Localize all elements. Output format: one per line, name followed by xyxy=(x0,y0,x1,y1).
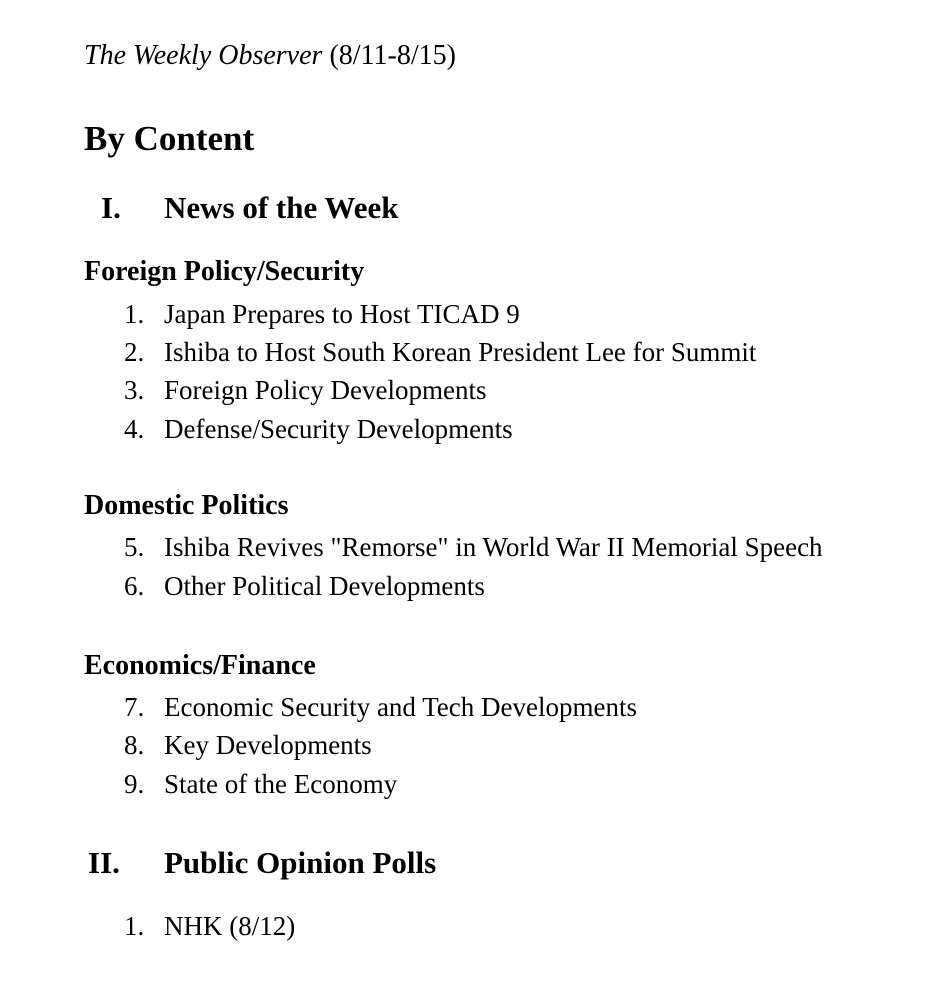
list-item-text: NHK (8/12) xyxy=(164,911,296,941)
section-heading-foreign-policy-security: Foreign Policy/Security xyxy=(84,256,365,287)
part-title: News of the Week xyxy=(164,190,399,225)
list-item-text: State of the Economy xyxy=(164,769,398,799)
list-item-text: Foreign Policy Developments xyxy=(164,375,487,405)
list-item-text: Other Political Developments xyxy=(164,571,485,601)
list-item xyxy=(0,372,938,408)
list-item xyxy=(0,766,938,802)
list-item-number: 2. xyxy=(124,337,145,367)
list-item xyxy=(0,568,938,604)
publication-name: The Weekly Observer xyxy=(84,40,323,71)
list-item xyxy=(0,689,938,725)
section-heading-domestic-politics: Domestic Politics xyxy=(84,490,289,521)
list-item-text: Japan Prepares to Host TICAD 9 xyxy=(164,299,520,329)
part-numeral: I. xyxy=(101,190,121,225)
list-item-number: 5. xyxy=(124,532,145,562)
list-item-number: 8. xyxy=(124,730,145,760)
part-heading-public-opinion-polls xyxy=(0,843,938,883)
list-item xyxy=(0,908,938,944)
part-numeral: II. xyxy=(88,845,120,880)
list-item-text: Ishiba to Host South Korean President Lee for Summit xyxy=(164,337,757,367)
list-item-number: 6. xyxy=(124,571,145,601)
toc-title: By Content xyxy=(84,119,255,158)
section-heading-economics-finance: Economics/Finance xyxy=(84,650,316,681)
list-item-number: 1. xyxy=(124,911,145,941)
list-item-number: 1. xyxy=(124,299,145,329)
list-item xyxy=(0,727,938,763)
list-item-number: 7. xyxy=(124,692,145,722)
part-title: Public Opinion Polls xyxy=(164,845,437,880)
list-item-text: Key Developments xyxy=(164,730,372,760)
list-item-text: Ishiba Revives "Remorse" in World War II Memorial Speech xyxy=(164,532,823,562)
list-item-text: Defense/Security Developments xyxy=(164,414,513,444)
list-item xyxy=(0,529,938,565)
publication-header xyxy=(84,36,456,76)
publication-date-range: (8/11-8/15) xyxy=(329,40,456,71)
list-item-text: Economic Security and Tech Developments xyxy=(164,692,637,722)
list-item-number: 9. xyxy=(124,769,145,799)
list-item-number: 3. xyxy=(124,375,145,405)
list-item xyxy=(0,296,938,332)
list-item-number: 4. xyxy=(124,414,145,444)
part-heading-news-of-the-week xyxy=(0,188,938,228)
list-item xyxy=(0,411,938,447)
list-item xyxy=(0,334,938,370)
